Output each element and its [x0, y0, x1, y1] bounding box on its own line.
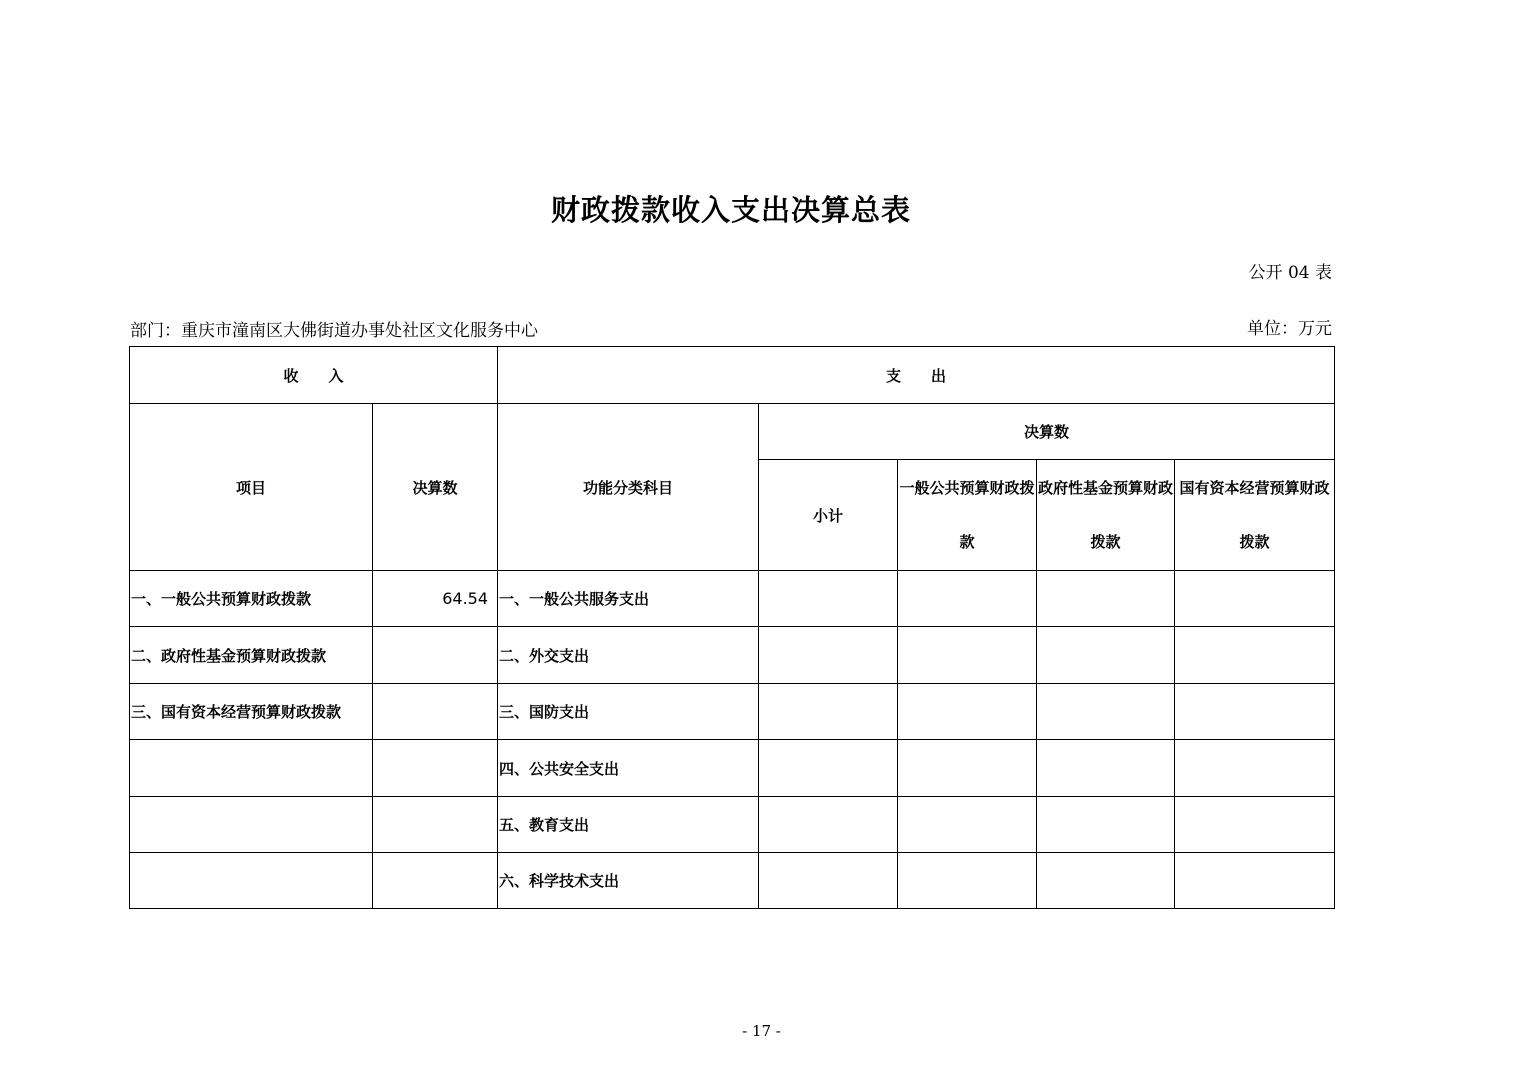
row-general — [898, 740, 1037, 797]
row-amount — [373, 684, 498, 740]
row-fund — [1037, 740, 1175, 797]
table-row — [130, 684, 1335, 740]
row-amount — [373, 627, 498, 684]
col-item-header: 项目 — [130, 404, 373, 571]
row-amount: 64.54 — [373, 571, 498, 627]
form-code: 公开 04 表 — [1248, 263, 1332, 283]
row-fund — [1037, 853, 1175, 909]
row-state — [1175, 853, 1335, 909]
col-subtotal-header: 小计 — [759, 460, 898, 571]
row-item: 一、一般公共预算财政拨款 — [130, 571, 373, 627]
row-item: 三、国有资本经营预算财政拨款 — [130, 684, 373, 740]
row-general — [898, 797, 1037, 853]
row-general — [898, 684, 1037, 740]
row-fund — [1037, 684, 1175, 740]
row-function: 四、公共安全支出 — [498, 740, 759, 797]
row-item: 二、政府性基金预算财政拨款 — [130, 627, 373, 684]
col-amount-header: 决算数 — [373, 404, 498, 571]
row-general — [898, 627, 1037, 684]
budget-table — [129, 346, 1335, 909]
page-title: 财政拨款收入支出决算总表 — [550, 193, 911, 227]
page-number: - 17 - — [742, 1022, 781, 1040]
income-header: 收 入 — [130, 347, 498, 404]
table-row — [130, 797, 1335, 853]
expense-header: 支 出 — [498, 347, 1335, 404]
row-amount — [373, 740, 498, 797]
row-subtotal — [759, 627, 898, 684]
row-general — [898, 571, 1037, 627]
row-state — [1175, 684, 1335, 740]
row-subtotal — [759, 684, 898, 740]
table-row — [130, 627, 1335, 684]
row-item — [130, 740, 373, 797]
row-subtotal — [759, 853, 898, 909]
row-subtotal — [759, 571, 898, 627]
row-function: 三、国防支出 — [498, 684, 759, 740]
row-state — [1175, 571, 1335, 627]
row-amount — [373, 797, 498, 853]
row-function: 一、一般公共服务支出 — [498, 571, 759, 627]
col-state-header: 国有资本经营预算财政拨款 — [1175, 460, 1335, 571]
department-label: 部门：重庆市潼南区大佛街道办事处社区文化服务中心 — [130, 321, 538, 341]
row-function: 六、科学技术支出 — [498, 853, 759, 909]
row-general — [898, 853, 1037, 909]
col-fund-header: 政府性基金预算财政拨款 — [1037, 460, 1175, 571]
row-state — [1175, 627, 1335, 684]
row-amount — [373, 853, 498, 909]
row-fund — [1037, 797, 1175, 853]
row-subtotal — [759, 740, 898, 797]
row-state — [1175, 797, 1335, 853]
row-fund — [1037, 571, 1175, 627]
table-row — [130, 740, 1335, 797]
row-state — [1175, 740, 1335, 797]
row-item — [130, 853, 373, 909]
row-item — [130, 797, 373, 853]
row-function: 五、教育支出 — [498, 797, 759, 853]
unit-label: 单位：万元 — [1247, 319, 1332, 339]
row-fund — [1037, 627, 1175, 684]
col-general-header: 一般公共预算财政拨款 — [898, 460, 1037, 571]
col-final-header: 决算数 — [759, 404, 1335, 460]
row-subtotal — [759, 797, 898, 853]
table-row — [130, 853, 1335, 909]
row-function: 二、外交支出 — [498, 627, 759, 684]
col-function-header: 功能分类科目 — [498, 404, 759, 571]
table-row — [130, 571, 1335, 627]
